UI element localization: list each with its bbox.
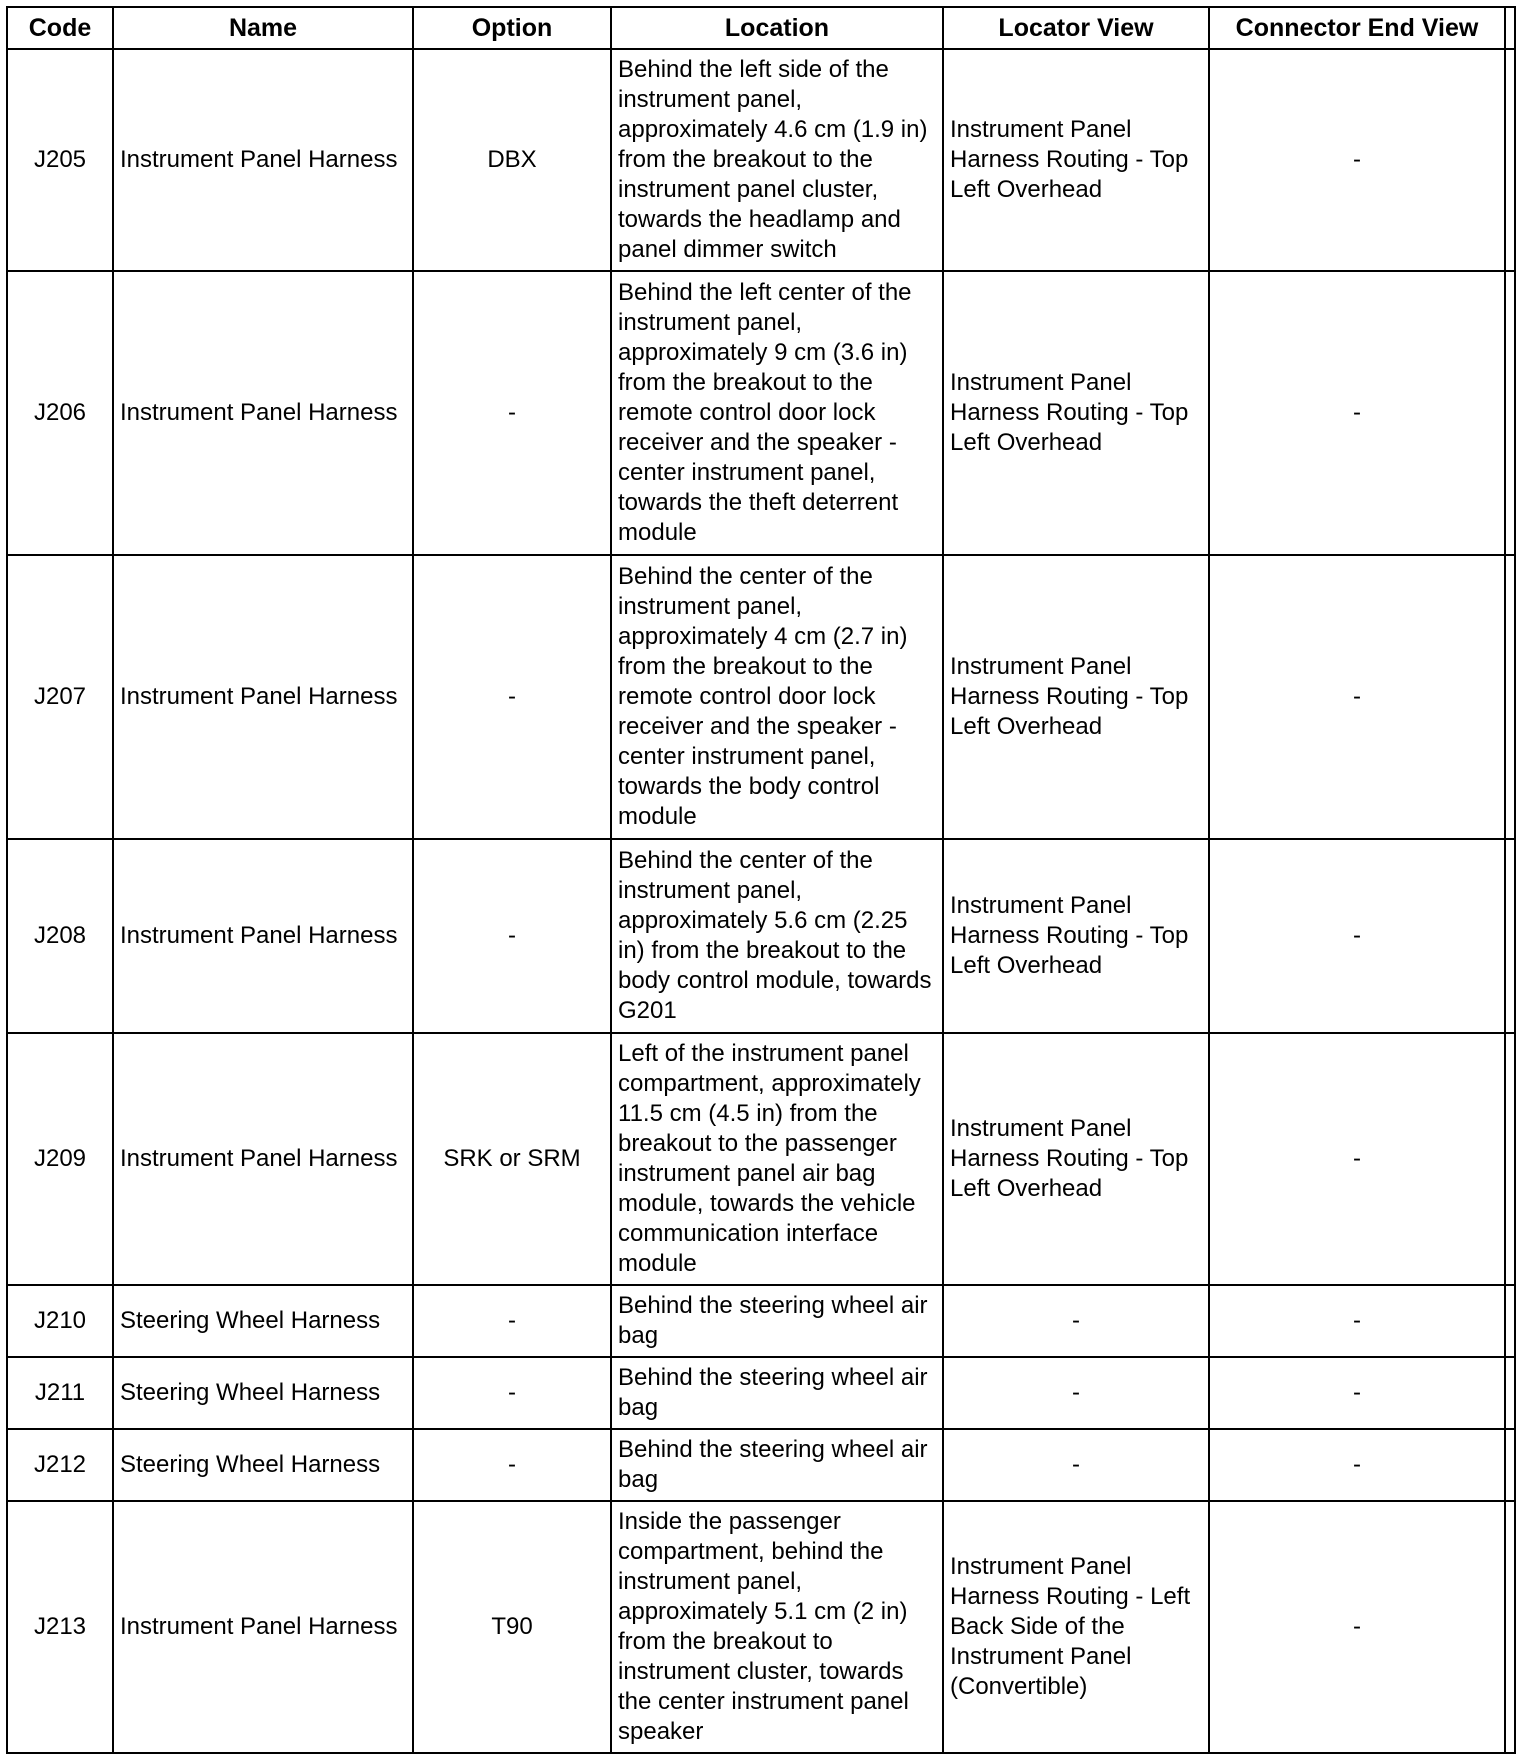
cell-locator-view: Instrument Panel Harness Routing - Top Left Overhead — [943, 1033, 1209, 1285]
cell-name: Steering Wheel Harness — [113, 1357, 413, 1429]
cell-spacer — [1505, 555, 1515, 839]
table-row — [7, 1357, 1515, 1429]
cell-spacer — [1505, 1285, 1515, 1357]
cell-location: Left of the instrument panel compartment, approximately 11.5 cm (4.5 in) from the breakout to the passenger instrument panel air bag module, towards the vehicle communication interface module — [611, 1033, 943, 1285]
cell-locator-view: - — [943, 1357, 1209, 1429]
cell-connector-end-view: - — [1209, 1033, 1505, 1285]
cell-locator-view: - — [943, 1429, 1209, 1501]
table-row — [7, 1033, 1515, 1285]
cell-name: Instrument Panel Harness — [113, 271, 413, 555]
cell-connector-end-view: - — [1209, 555, 1505, 839]
header-locator-view: Locator View — [943, 7, 1209, 49]
cell-location: Behind the center of the instrument panel, approximately 4 cm (2.7 in) from the breakout to the remote control door lock receiver and the speaker - center instrument panel, towards the body control module — [611, 555, 943, 839]
cell-location: Inside the passenger compartment, behind the instrument panel, approximately 5.1 cm (2 in) from the breakout to instrument cluster, towards the center instrument panel speaker — [611, 1501, 943, 1753]
cell-code: J211 — [7, 1357, 113, 1429]
cell-locator-view: Instrument Panel Harness Routing - Top Left Overhead — [943, 49, 1209, 271]
cell-name: Instrument Panel Harness — [113, 49, 413, 271]
cell-locator-view: Instrument Panel Harness Routing - Top Left Overhead — [943, 271, 1209, 555]
cell-option: - — [413, 271, 611, 555]
cell-spacer — [1505, 1033, 1515, 1285]
cell-connector-end-view: - — [1209, 49, 1505, 271]
cell-option: - — [413, 1429, 611, 1501]
cell-locator-view: Instrument Panel Harness Routing - Top Left Overhead — [943, 555, 1209, 839]
cell-spacer — [1505, 49, 1515, 271]
connector-table — [6, 6, 1516, 1754]
table-row — [7, 1285, 1515, 1357]
header-connector-end-view: Connector End View — [1209, 7, 1505, 49]
cell-name: Steering Wheel Harness — [113, 1285, 413, 1357]
cell-code: J206 — [7, 271, 113, 555]
cell-option: DBX — [413, 49, 611, 271]
cell-location: Behind the steering wheel air bag — [611, 1429, 943, 1501]
table-row — [7, 555, 1515, 839]
cell-connector-end-view: - — [1209, 1501, 1505, 1753]
header-location: Location — [611, 7, 943, 49]
table-row — [7, 1501, 1515, 1753]
cell-connector-end-view: - — [1209, 271, 1505, 555]
cell-locator-view: - — [943, 1285, 1209, 1357]
cell-code: J207 — [7, 555, 113, 839]
cell-code: J208 — [7, 839, 113, 1033]
cell-spacer — [1505, 1429, 1515, 1501]
cell-code: J210 — [7, 1285, 113, 1357]
cell-name: Instrument Panel Harness — [113, 555, 413, 839]
table-row — [7, 271, 1515, 555]
cell-code: J212 — [7, 1429, 113, 1501]
header-spacer — [1505, 7, 1515, 49]
cell-spacer — [1505, 271, 1515, 555]
header-code: Code — [7, 7, 113, 49]
cell-location: Behind the steering wheel air bag — [611, 1357, 943, 1429]
cell-spacer — [1505, 1501, 1515, 1753]
table-row — [7, 839, 1515, 1033]
header-name: Name — [113, 7, 413, 49]
cell-option: - — [413, 555, 611, 839]
cell-connector-end-view: - — [1209, 1357, 1505, 1429]
cell-location: Behind the center of the instrument panel, approximately 5.6 cm (2.25 in) from the breakout to the body control module, towards G201 — [611, 839, 943, 1033]
cell-location: Behind the left center of the instrument panel, approximately 9 cm (3.6 in) from the breakout to the remote control door lock receiver and the speaker - center instrument panel, towards the theft deterrent module — [611, 271, 943, 555]
header-option: Option — [413, 7, 611, 49]
cell-location: Behind the left side of the instrument panel, approximately 4.6 cm (1.9 in) from the breakout to the instrument panel cluster, towards the headlamp and panel dimmer switch — [611, 49, 943, 271]
cell-code: J209 — [7, 1033, 113, 1285]
cell-option: SRK or SRM — [413, 1033, 611, 1285]
cell-option: - — [413, 839, 611, 1033]
cell-name: Instrument Panel Harness — [113, 1033, 413, 1285]
cell-connector-end-view: - — [1209, 1429, 1505, 1501]
cell-locator-view: Instrument Panel Harness Routing - Left Back Side of the Instrument Panel (Convertible) — [943, 1501, 1209, 1753]
cell-name: Instrument Panel Harness — [113, 1501, 413, 1753]
cell-option: - — [413, 1357, 611, 1429]
header-row — [7, 7, 1515, 49]
cell-option: T90 — [413, 1501, 611, 1753]
cell-locator-view: Instrument Panel Harness Routing - Top Left Overhead — [943, 839, 1209, 1033]
table-row — [7, 1429, 1515, 1501]
cell-spacer — [1505, 1357, 1515, 1429]
cell-name: Steering Wheel Harness — [113, 1429, 413, 1501]
cell-connector-end-view: - — [1209, 839, 1505, 1033]
cell-code: J213 — [7, 1501, 113, 1753]
cell-spacer — [1505, 839, 1515, 1033]
connector-table-container — [6, 6, 1514, 1754]
cell-option: - — [413, 1285, 611, 1357]
cell-name: Instrument Panel Harness — [113, 839, 413, 1033]
cell-connector-end-view: - — [1209, 1285, 1505, 1357]
cell-code: J205 — [7, 49, 113, 271]
table-row — [7, 49, 1515, 271]
cell-location: Behind the steering wheel air bag — [611, 1285, 943, 1357]
